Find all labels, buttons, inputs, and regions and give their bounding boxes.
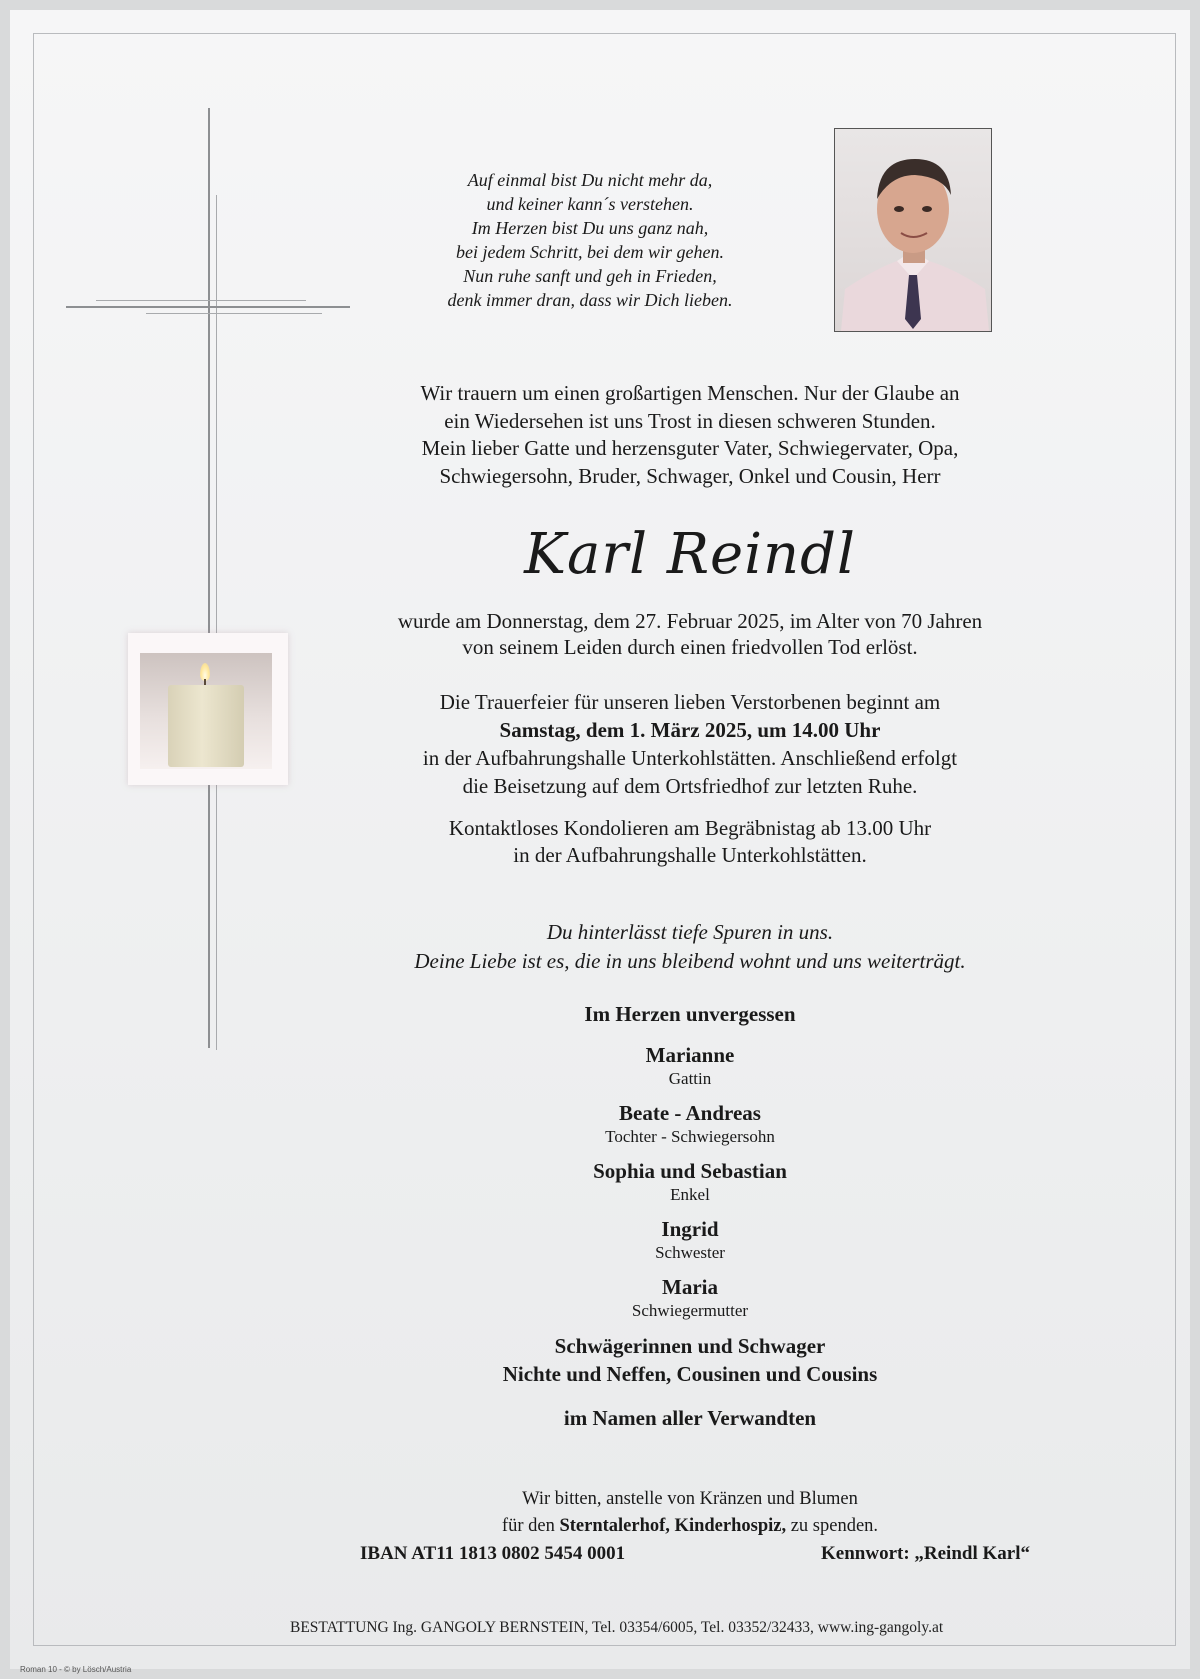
funeral-home-footer: BESTATTUNG Ing. GANGOLY BERNSTEIN, Tel. 03354/6005, Tel. 03352/32433, www.ing-gangoly.at <box>290 1619 944 1636</box>
poem-line: Auf einmal bist Du nicht mehr da, <box>467 170 713 190</box>
cross-vertical-line-inner <box>216 195 217 1050</box>
death-notice: wurde am Donnerstag, dem 27. Februar 2025, im Alter von 70 Jahren von seinem Leiden durch einen friedvollen Tod erlöst. <box>397 609 983 659</box>
funeral-date-time: Samstag, dem 1. März 2025, um 14.00 Uhr <box>499 718 881 742</box>
charity-name: Sterntalerhof, Kinderhospiz, <box>559 1516 787 1536</box>
portrait-photo <box>834 128 992 332</box>
poem-line: Im Herzen bist Du uns ganz nah, <box>471 218 709 238</box>
family-extra: Schwägerinnen und Schwager Nichte und Neffen, Cousinen und Cousins <box>502 1334 878 1386</box>
portrait-person-icon <box>835 129 991 331</box>
donation-keyword: Kennwort: „Reindl Karl“ <box>821 1543 1030 1564</box>
funeral-details: Die Trauerfeier für unseren lieben Verstorbenen beginnt am Samstag, dem 1. März 2025, um 14.00 Uhr in der Aufbahrungshalle Unterkohlstätten. Anschließend erfolgt die Beisetzung auf dem Ortsfriedhof zur letzten Ruhe. <box>250 688 1130 800</box>
family-member: Maria Schwiegermutter <box>631 1275 749 1320</box>
intro-text: Wir trauern um einen großartigen Menschen. Nur der Glaube an ein Wiedersehen ist uns Trost in diesen schweren Stunden. Mein lieber Gatte und herzensguter Vater, Schwiegervater, Opa, Schwiegersohn, Bruder, Schwager, Onkel und Cousin, Herr <box>420 381 960 488</box>
deceased-name: Karl Reindl <box>524 522 856 587</box>
poem-line: Nun ruhe sanft und geh in Frieden, <box>463 266 717 286</box>
iban: IBAN AT11 1813 0802 5454 0001 <box>360 1543 626 1564</box>
donation-request: Wir bitten, anstelle von Kränzen und Blumen für den Sterntalerhof, Kinderhospiz, zu spenden. <box>501 1489 879 1536</box>
family-member: Sophia und Sebastian Enkel <box>593 1159 787 1204</box>
family-member: Marianne Gattin <box>645 1043 735 1088</box>
imprint: Roman 10 - © by Lösch/Austria <box>20 1665 132 1674</box>
family-member: Beate - Andreas Tochter - Schwiegersohn <box>605 1101 775 1146</box>
candle-icon <box>168 685 244 767</box>
poem-line: und keiner kann´s verstehen. <box>486 194 694 214</box>
poem-line: bei jedem Schritt, bei dem wir gehen. <box>456 242 724 262</box>
on-behalf-line: im Namen aller Verwandten <box>563 1406 817 1430</box>
closing-quote: Du hinterlässt tiefe Spuren in uns. Deine Liebe ist es, die in uns bleibend wohnt und uns weiterträgt. <box>414 920 966 973</box>
cross-horizontal-line-lower <box>146 313 322 314</box>
family-member: Ingrid Schwester <box>655 1217 725 1262</box>
cross-horizontal-line-upper <box>96 300 306 301</box>
family-list <box>250 1000 1130 1432</box>
family-heading: Im Herzen unvergessen <box>584 1002 796 1026</box>
poem-line: denk immer dran, dass wir Dich lieben. <box>447 290 733 310</box>
condolence-info: Kontaktloses Kondolieren am Begräbnistag ab 13.00 Uhr in der Aufbahrungshalle Unterkohlstätten. <box>448 816 932 867</box>
poem <box>370 168 810 312</box>
cross-horizontal-line <box>66 306 350 308</box>
cross-vertical-line <box>208 108 210 1048</box>
